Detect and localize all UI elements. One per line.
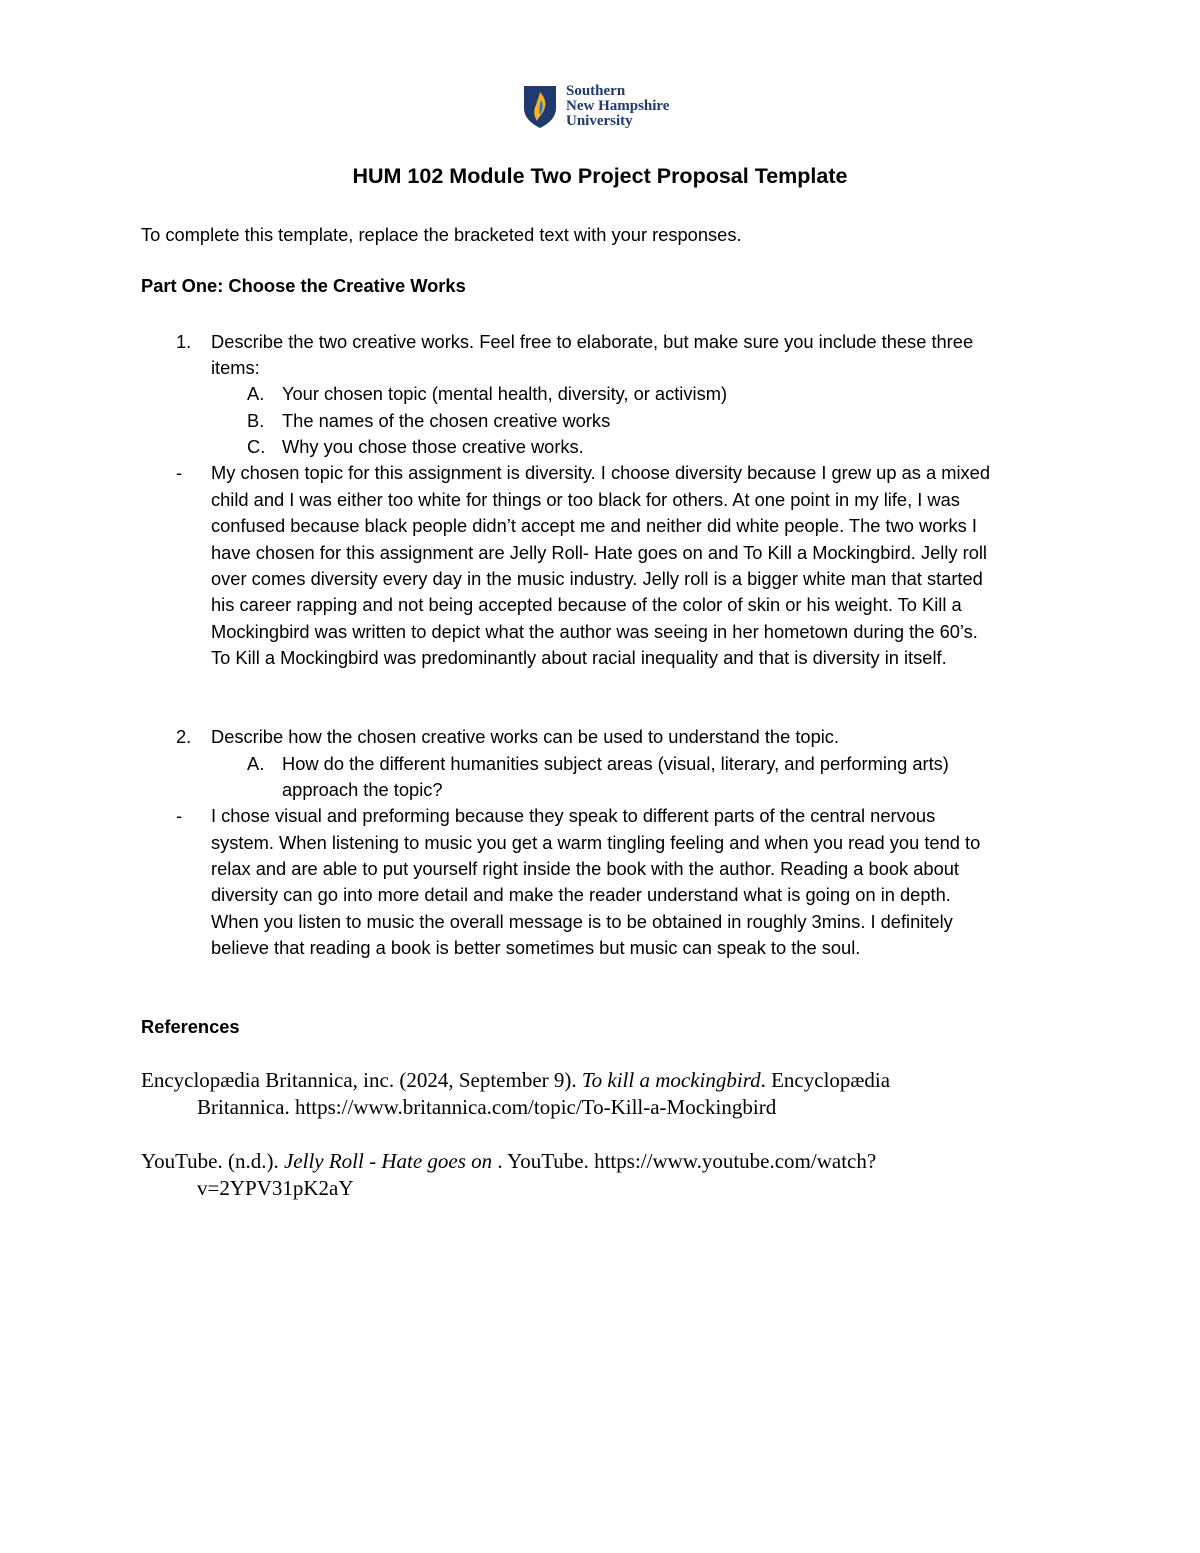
answer-2-line: When you listen to music the overall message is to be obtained in roughly 3mins. I definitely — [211, 911, 953, 932]
university-logo — [522, 84, 692, 132]
answer-2-line: diversity can go into more detail and make the reader understand what is going on in depth. — [211, 884, 951, 905]
answer-1-line: over comes diversity every day in the music industry. Jelly roll is a bigger white man that started — [211, 568, 983, 589]
question-1-number: 1. — [176, 331, 192, 352]
reference-text: YouTube. (n.d.). — [141, 1149, 284, 1173]
answer-1-line: his career rapping and not being accepted because of the color of skin or his weight. To Kill a — [211, 594, 962, 615]
reference-title: To kill a mockingbird — [581, 1068, 761, 1092]
subitem-marker: A. — [247, 383, 265, 404]
subitem-text: approach the topic? — [282, 779, 443, 800]
part-one-heading: Part One: Choose the Creative Works — [141, 275, 466, 296]
logo-line-3: University — [566, 113, 633, 129]
subitem-marker: A. — [247, 753, 265, 774]
intro-text: To complete this template, replace the bracketed text with your responses. — [141, 224, 742, 245]
question-1-line: Describe the two creative works. Feel free to elaborate, but make sure you include these three — [211, 331, 974, 352]
reference-text: Encyclopædia Britannica, inc. (2024, September 9). — [141, 1068, 582, 1092]
subitem-marker: C. — [247, 436, 266, 457]
answer-1-line: confused because black people didn’t accept me and neither did white people. The two works I — [211, 515, 977, 536]
answer-2-line: system. When listening to music you get a warm tingling feeling and when you read you tend to — [211, 832, 981, 853]
subitem-text: How do the different humanities subject areas (visual, literary, and performing arts) — [282, 753, 949, 774]
answer-1-line: My chosen topic for this assignment is diversity. I choose diversity because I grew up as a mixed — [211, 462, 990, 483]
reference-continuation: v=2YPV31pK2aY — [197, 1176, 354, 1200]
reference-text: . Encyclopædia — [760, 1068, 891, 1092]
reference-title: Jelly Roll - Hate goes on — [283, 1149, 498, 1173]
subitem-text: Why you chose those creative works. — [282, 436, 584, 457]
reference-entry — [141, 1068, 890, 1093]
logo-wordmark — [566, 84, 669, 129]
subitem-text: The names of the chosen creative works — [282, 410, 611, 431]
page-title: HUM 102 Module Two Project Proposal Template — [352, 164, 848, 188]
reference-entry — [141, 1149, 876, 1174]
question-2-number: 2. — [176, 726, 192, 747]
reference-continuation: Britannica. https://www.britannica.com/topic/To-Kill-a-Mockingbird — [197, 1095, 777, 1119]
reference-text: . YouTube. https://www.youtube.com/watch? — [497, 1149, 877, 1173]
answer-1-line: child and I was either too white for things or too black for others. At one point in my life, I was — [211, 489, 960, 510]
question-2-line: Describe how the chosen creative works can be used to understand the topic. — [211, 726, 840, 747]
answer-2-line: relax and are able to put yourself right inside the book with the author. Reading a book about — [211, 858, 959, 879]
answer-2-line: believe that reading a book is better sometimes but music can speak to the soul. — [211, 937, 861, 958]
logo-line-1: Southern — [566, 83, 626, 99]
question-1-line: items: — [211, 357, 260, 378]
answer-1-line: have chosen for this assignment are Jelly Roll- Hate goes on and To Kill a Mockingbird. Jelly roll — [211, 542, 987, 563]
subitem-text: Your chosen topic (mental health, diversity, or activism) — [282, 383, 728, 404]
subitem-marker: B. — [247, 410, 265, 431]
answer-2-bullet: - — [176, 805, 183, 826]
logo-line-2: New Hampshire — [566, 98, 670, 114]
answer-2-line: I chose visual and preforming because they speak to different parts of the central nervous — [211, 805, 936, 826]
answer-1-line: To Kill a Mockingbird was predominantly about racial inequality and that is diversity in itself. — [211, 647, 947, 668]
answer-1-bullet: - — [176, 462, 183, 483]
references-heading: References — [141, 1016, 240, 1037]
answer-1-line: Mockingbird was written to depict what the author was seeing in her hometown during the 60’s. — [211, 621, 978, 642]
shield-flame-icon — [522, 84, 558, 130]
